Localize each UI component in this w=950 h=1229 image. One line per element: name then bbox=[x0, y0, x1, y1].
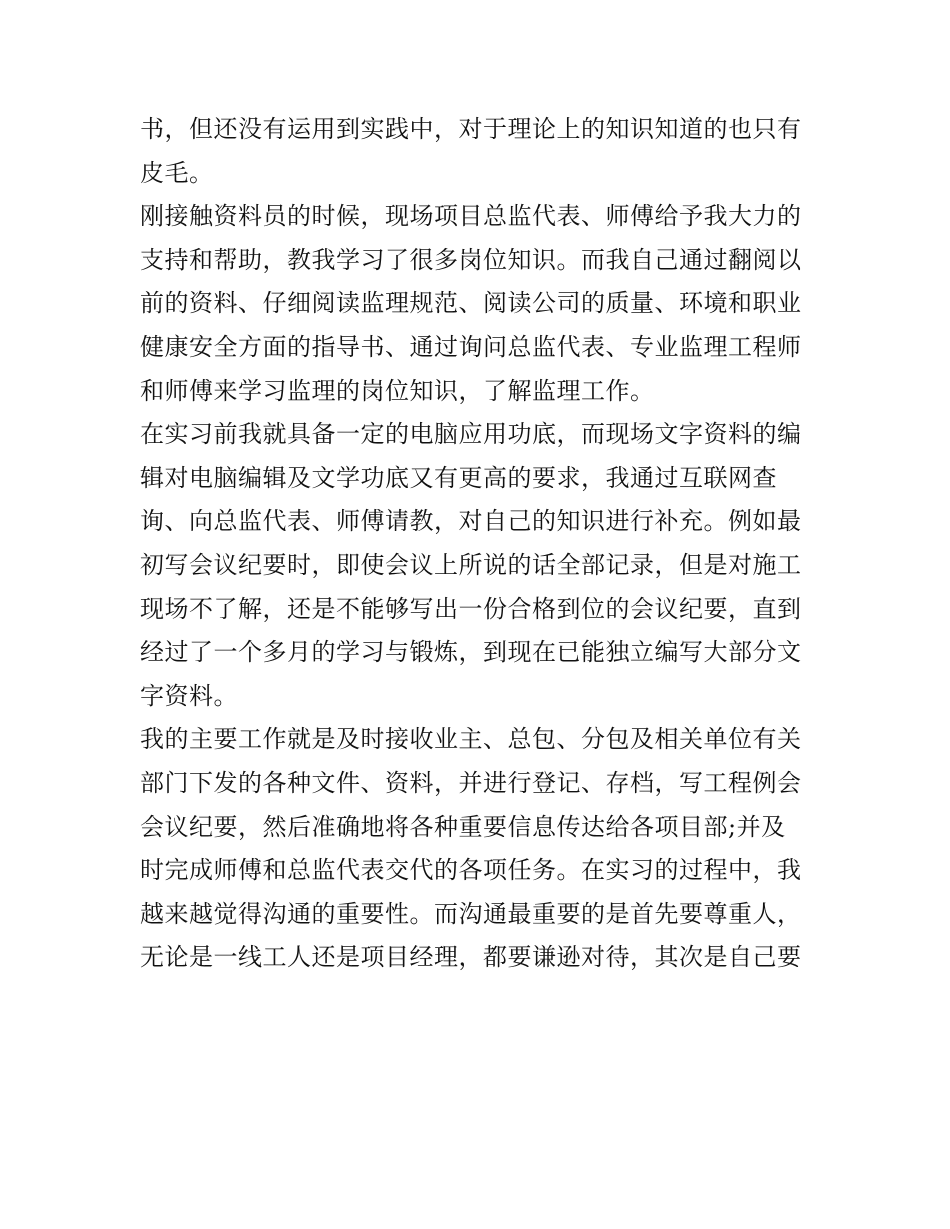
text-line: 字资料。 bbox=[140, 681, 238, 710]
text-line: 和师傅来学习监理的岗位知识，了解监理工作。 bbox=[140, 376, 655, 405]
text-line: 经过了一个多月的学习与锻炼，到现在已能独立编写大部分文 bbox=[140, 638, 802, 667]
text-line: 现场不了解，还是不能够写出一份合格到位的会议纪要，直到 bbox=[140, 594, 802, 623]
text-line: 我的主要工作就是及时接收业主、总包、分包及相关单位有关 bbox=[140, 725, 802, 754]
text-line: 部门下发的各种文件、资料，并进行登记、存档，写工程例会 bbox=[140, 768, 802, 797]
text-line: 越来越觉得沟通的重要性。而沟通最重要的是首先要尊重人， bbox=[140, 899, 802, 928]
text-line: 辑对电脑编辑及文学功底又有更高的要求，我通过互联网查 bbox=[140, 463, 777, 492]
body-text bbox=[140, 108, 820, 980]
text-line: 皮毛。 bbox=[140, 158, 214, 187]
text-line: 无论是一线工人还是项目经理，都要谦逊对待，其次是自己要 bbox=[140, 943, 802, 972]
text-line: 初写会议纪要时，即使会议上所说的话全部记录，但是对施工 bbox=[140, 550, 802, 579]
text-line: 询、向总监代表、师傅请教，对自己的知识进行补充。例如最 bbox=[140, 507, 802, 536]
text-line: 时完成师傅和总监代表交代的各项任务。在实习的过程中，我 bbox=[140, 856, 802, 885]
text-line: 书，但还没有运用到实践中，对于理论上的知识知道的也只有 bbox=[140, 115, 802, 143]
text-line: 刚接触资料员的时候，现场项目总监代表、师傅给予我大力的 bbox=[140, 202, 802, 231]
text-line: 会议纪要，然后准确地将各种重要信息传达给各项目部;并及 bbox=[140, 812, 786, 841]
text-line: 前的资料、仔细阅读监理规范、阅读公司的质量、环境和职业 bbox=[140, 289, 802, 318]
text-line: 健康安全方面的指导书、通过询问总监代表、专业监理工程师 bbox=[140, 332, 802, 361]
text-line: 在实习前我就具备一定的电脑应用功底，而现场文字资料的编 bbox=[140, 420, 802, 449]
text-line: 支持和帮助，教我学习了很多岗位知识。而我自己通过翻阅以 bbox=[140, 245, 802, 274]
